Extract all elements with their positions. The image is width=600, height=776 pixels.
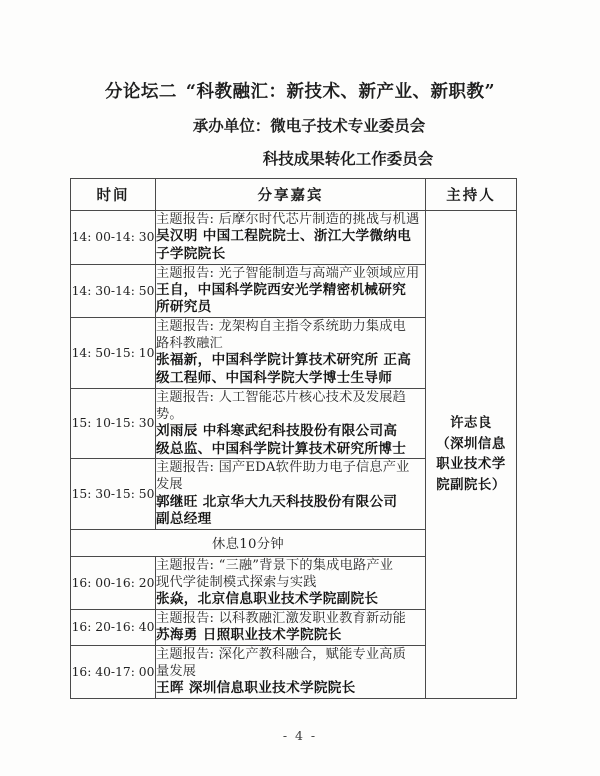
session-speaker-line: 张福新，中国科学院计算技术研究所 正高: [156, 352, 412, 369]
session-time: 14: 00-14: 30: [71, 211, 156, 265]
session-topic-line: 路科教融汇: [156, 336, 223, 352]
session-topic-line: 主题报告: 龙架构自主指令系统助力集成电: [156, 319, 407, 334]
table-header-row: [71, 179, 517, 211]
session-topic-line: 发展: [156, 477, 183, 493]
session-topic-line: 主题报告: “三融”背景下的集成电路产业: [156, 557, 394, 573]
session-speaker-line: 所研究员: [156, 299, 212, 316]
column-header-guest: 分享嘉宾: [156, 179, 426, 211]
session-speaker-line: 王自，中国科学院西安光学精密机械研究: [156, 281, 407, 298]
session-speaker-line: 级工程师、中国科学院大学博士生导师: [156, 369, 393, 386]
session-host: [426, 211, 517, 699]
session-guest: [156, 318, 426, 389]
session-topic-line: 主题报告: 深化产教科融合，赋能专业高质: [156, 646, 407, 662]
session-time: 16: 20-16: 40: [71, 609, 156, 645]
session-guest: [156, 211, 426, 265]
session-speaker-line: 副总经理: [156, 511, 212, 528]
session-time: 16: 00-16: 20: [71, 556, 156, 609]
session-topic-line: 主题报告: 光子智能制造与高端产业领域应用: [156, 265, 420, 281]
session-topic-line: 主题报告: 以科教融汇激发职业教育新动能: [156, 610, 407, 626]
session-speaker-line: 刘雨辰 中科寒武纪科技股份有限公司高: [156, 422, 398, 439]
session-topic-line: 主题报告: 国产EDA软件助力电子信息产业: [156, 460, 410, 476]
forum-label: 分论坛二: [104, 82, 177, 102]
session-guest: [156, 609, 426, 645]
session-time: 15: 30-15: 50: [71, 459, 156, 530]
session-speaker-line: 吴汉明 中国工程院院士、浙江大学微纳电: [156, 228, 412, 245]
session-topic-line: 量发展: [156, 663, 197, 679]
session-time: 14: 50-15: 10: [71, 318, 156, 389]
session-guest: [156, 264, 426, 318]
break-label: 休息10分钟: [71, 529, 426, 556]
agenda-table: [70, 178, 517, 699]
column-header-time: 时间: [71, 179, 156, 211]
host-org-line: （深圳信息: [436, 435, 506, 452]
session-guest: [156, 645, 426, 698]
page-number: - 4 -: [282, 728, 318, 743]
host-name: 许志良: [450, 414, 492, 431]
session-topic-line: 主题报告: 人工智能芯片核心技术及发展趋: [156, 389, 407, 405]
session-speaker-line: 子学院院长: [156, 245, 226, 262]
host-org-line: 院副院长）: [436, 477, 506, 494]
session-time: 16: 40-17: 00: [71, 645, 156, 698]
session-speaker-line: 王晖 深圳信息职业技术学院院长: [156, 680, 356, 697]
session-guest: [156, 459, 426, 530]
session-speaker-line: 张焱，北京信息职业技术学院副院长: [156, 591, 379, 608]
session-topic-line: 现代学徒制模式探索与实践: [156, 575, 317, 591]
agenda-table-container: [70, 178, 516, 699]
column-header-host: 主持人: [426, 179, 517, 211]
forum-title: “科教融汇：新技术、新产业、新职教”: [185, 82, 496, 102]
session-time: 15: 10-15: 30: [71, 388, 156, 459]
organizer-line-2: 科技成果转化工作委员会: [262, 149, 434, 168]
session-speaker-line: 级总监、中国科学院计算技术研究所博士: [156, 440, 407, 457]
host-org-line: 职业技术学: [436, 456, 506, 473]
organizer-line-1: 承办单位：微电子技术专业委员会: [192, 116, 426, 135]
session-guest: [156, 556, 426, 609]
page-heading: [0, 0, 600, 169]
session-topic-line: 主题报告: 后摩尔时代芯片制造的挑战与机遇: [156, 212, 420, 227]
session-guest: [156, 388, 426, 459]
session-speaker-line: 郭继旺 北京华大九天科技股份有限公司: [156, 493, 398, 510]
session-time: 14: 30-14: 50: [71, 264, 156, 318]
table-row: [71, 211, 517, 265]
session-topic-line: 势。: [156, 406, 183, 422]
session-speaker-line: 苏海勇 日照职业技术学院院长: [156, 627, 342, 644]
forum-title-line: [0, 78, 600, 103]
